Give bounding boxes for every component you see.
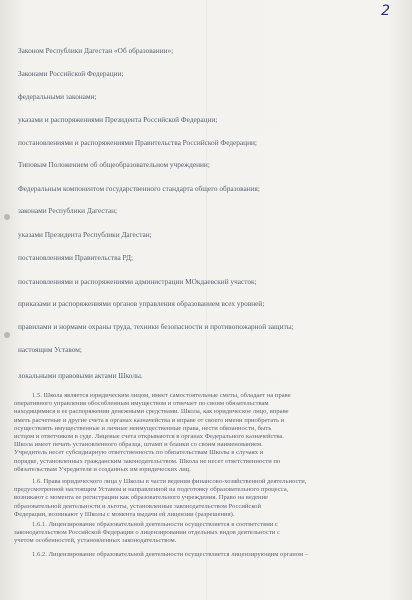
paragraph-line: оперативного управления обособленным имуществом и отвечает по своим обязательствам — [14, 400, 269, 408]
page-number: 2 — [381, 3, 390, 19]
body-paragraph — [14, 551, 392, 559]
paragraph-line: 1.6.1. Лицензирование образовательной деятельности осуществляется в соответствии с — [32, 521, 278, 528]
paragraph-line: возникают с момента ее регистрации как образовательного учреждения. Право на ведение — [14, 494, 268, 502]
list-item: правилами и нормами охраны труда, техники безопасности и противопожарной защиты; — [18, 322, 294, 331]
list-item: Федеральным компонентом государственного стандарта общего образования; — [18, 184, 260, 193]
body-paragraph — [14, 392, 392, 474]
paragraph-line: образовательной деятельности и льготы, установленные законодательством Российской — [14, 502, 262, 510]
paragraph-line: 1.6. Права юридического лица у Школы в части ведения финансово-хозяйственной деятельности, — [32, 478, 307, 485]
list-item: настоящим Уставом; — [18, 345, 82, 354]
list-item: Законом Республики Дагестан «Об образовании»; — [18, 46, 174, 55]
list-item: локальными правовыми актами Школы. — [18, 371, 143, 380]
list-item: Типовым Положением об общеобразовательном учреждении; — [18, 160, 210, 169]
list-item: постановлениями и распоряжениями Правительства Российской Федерации; — [18, 138, 257, 147]
paragraph-line: учетом особенностей, установленных законодательством. — [14, 537, 177, 545]
list-item: законами Республики Дагестан; — [18, 206, 118, 215]
paragraph-line: иметь расчетные и другие счета в органах казначейства и вправе от своего имени приобретать и — [14, 416, 285, 424]
list-item: приказами и распоряжениями органов управления образованием всех уровней; — [18, 299, 265, 308]
list-item: федеральными законами; — [18, 92, 97, 101]
paragraph-line: истцом и ответчиком в суде. Лицевые счета открываются в органах Федерального казначейства. — [14, 433, 284, 441]
body-paragraph — [14, 478, 392, 519]
paragraph-line: Школа имеет печать установленного образца, штамп и бланки со своим наименованием. — [14, 441, 263, 449]
list-item: указами и распоряжениями Президента Российской Федерации; — [18, 115, 218, 124]
punch-hole-mark — [4, 332, 10, 338]
list-item: Законами Российской Федерации; — [18, 69, 124, 78]
list-item: постановлениями Правительства РД; — [18, 253, 134, 262]
paragraph-line: Учредитель несет субсидиарную ответственность по обязательствам Школы в случаях и — [14, 449, 264, 457]
paragraph-line: осуществлять имущественные и личные неимущественные права, нести обязанности, быть — [14, 424, 272, 432]
punch-hole-mark — [4, 214, 10, 220]
list-item: постановлениями и распоряжениями администрации МОкдаевский участок; — [18, 277, 257, 286]
paragraph-line: предусмотренной настоящим Уставом и направленной на подготовку образовательного процесса, — [14, 486, 289, 494]
paragraph-line: 1.5. Школа является юридическим лицом, имеет самостоятельные сметы, обладает на праве — [32, 392, 291, 399]
paragraph-line: находящимися в ее распоряжении денежными средствами. Школа, как юридическое лицо, вправе — [14, 408, 289, 416]
paragraph-line: законодательством Российской Федерации о лицензировании отдельных видов деятельности с — [14, 529, 280, 537]
paragraph-line: Федерации, возникают у Школы с момента выдачи ей лицензии (разрешения). — [14, 510, 235, 518]
list-item: указами Президента Республики Дагестан; — [18, 230, 152, 239]
paragraph-line: порядке, установленных гражданским законодательством. Школа не несет ответственности по — [14, 457, 281, 465]
paragraph-line: 1.6.2. Лицензирование образовательной деятельности осуществляется лицензирующим органом – — [32, 551, 309, 558]
body-paragraph — [14, 521, 392, 546]
paragraph-line: обязательствам Учредителя и созданных им юридических лиц. — [14, 465, 191, 473]
